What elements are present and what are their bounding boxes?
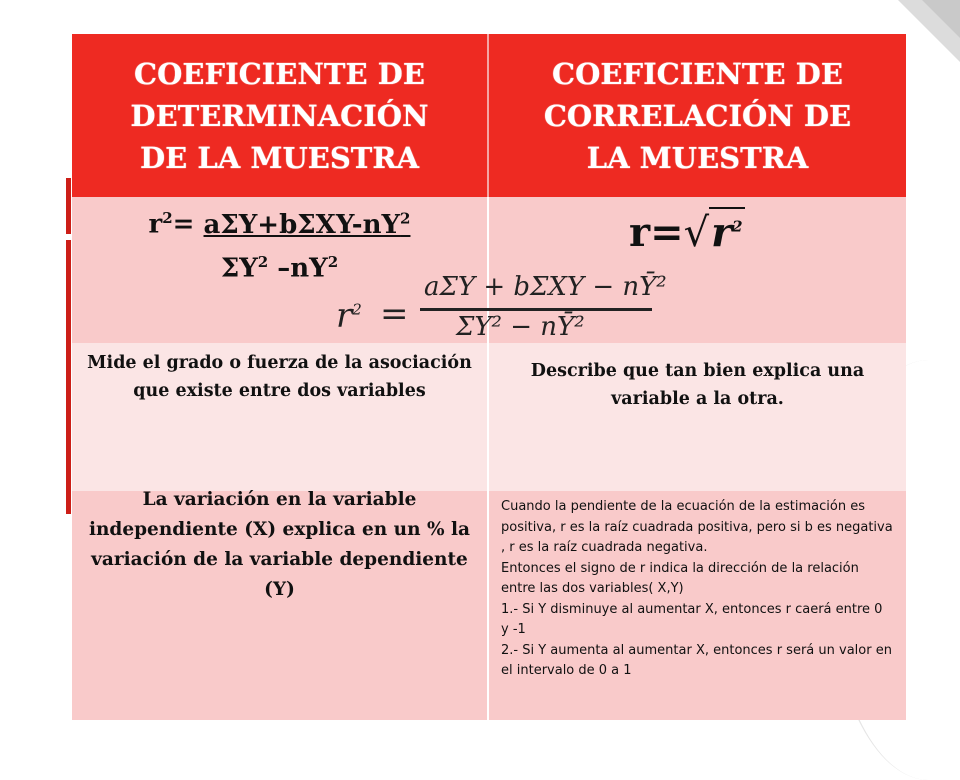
r2-denominator-a: ΣY bbox=[220, 253, 258, 284]
overlay-fraction-bar bbox=[420, 308, 652, 311]
r2-numerator-text: aΣY+bΣXY-nY bbox=[203, 209, 401, 240]
header-right-line1: COEFICIENTE DE bbox=[552, 56, 843, 91]
determination-explanation-cell bbox=[72, 491, 488, 720]
header-left-line2: DETERMINACIÓN bbox=[130, 98, 429, 133]
accent-bar bbox=[66, 240, 71, 514]
r2-numerator-exponent: 2 bbox=[400, 209, 411, 227]
r2-denominator-exp2: 2 bbox=[327, 253, 339, 271]
overlay-r2-formula bbox=[336, 272, 667, 350]
header-left-line3: DE LA MUESTRA bbox=[140, 140, 419, 175]
correlation-description: Describe que tan bien explica una variable a la otra. bbox=[530, 361, 865, 409]
correlation-description-cell bbox=[488, 343, 906, 491]
r2-exponent: 2 bbox=[162, 209, 173, 227]
accent-bar-top bbox=[66, 178, 71, 234]
sqrt-icon: √ bbox=[683, 210, 710, 256]
r2-denominator-exp1: 2 bbox=[257, 253, 269, 271]
determination-description-cell bbox=[72, 343, 488, 491]
header-right-line2: CORRELACIÓN DE bbox=[543, 98, 852, 133]
r2-formula-numerator bbox=[72, 209, 487, 240]
corner-decoration-inner bbox=[922, 0, 960, 38]
explanation-paragraph-1: Cuando la pendiente de la ecuación de la estimación es positiva, r es la raíz cuadrada positiva, pero si b es negativa , r es la raíz cuadrada negativa. bbox=[501, 499, 893, 555]
r-symbol: r= bbox=[629, 209, 684, 256]
correlation-explanation bbox=[489, 491, 906, 682]
overlay-equals: = bbox=[380, 294, 409, 334]
header-left-line1: COEFICIENTE DE bbox=[134, 56, 425, 91]
header-right-line3: LA MUESTRA bbox=[586, 140, 809, 175]
overlay-r2-symbol bbox=[336, 296, 362, 336]
explanation-row bbox=[72, 491, 906, 720]
correlation-explanation-cell bbox=[488, 491, 906, 720]
r2-numerator bbox=[204, 210, 411, 240]
description-row bbox=[72, 343, 906, 491]
overlay-r-letter: r bbox=[336, 296, 353, 336]
header-determination bbox=[72, 34, 488, 197]
determination-description: Mide el grado o fuerza de la asociación que existe entre dos variables bbox=[87, 353, 472, 401]
r-radicand-text: r bbox=[711, 209, 733, 256]
r2-denominator-b: –nY bbox=[268, 253, 328, 284]
explanation-paragraph-3: 1.- Si Y disminuye al aumentar X, entonces r caerá entre 0 y -1 bbox=[501, 601, 883, 637]
explanation-paragraph-2: Entonces el signo de r indica la dirección de la relación entre las dos variables( X,Y) bbox=[501, 560, 859, 596]
r-formula bbox=[629, 209, 745, 256]
overlay-r-exponent: 2 bbox=[352, 300, 362, 319]
r2-symbol: r bbox=[148, 209, 163, 240]
overlay-denominator: ΣY² − nȲ² bbox=[456, 312, 585, 342]
explanation-paragraph-4: 2.- Si Y aumenta al aumentar X, entonces r será un valor en el intervalo de 0 a 1 bbox=[501, 642, 892, 678]
overlay-numerator: aΣY + bΣXY − nȲ² bbox=[424, 272, 667, 302]
r-radicand-exponent: 2 bbox=[732, 217, 743, 236]
determination-explanation: La variación en la variable independiente (X) explica en un % la variación de la variable dependiente (Y) bbox=[88, 489, 471, 600]
r-radicand bbox=[709, 207, 745, 256]
header-correlation bbox=[488, 34, 906, 197]
r2-equals: = bbox=[172, 209, 204, 240]
header-row bbox=[72, 34, 906, 197]
comparison-table bbox=[72, 34, 906, 720]
